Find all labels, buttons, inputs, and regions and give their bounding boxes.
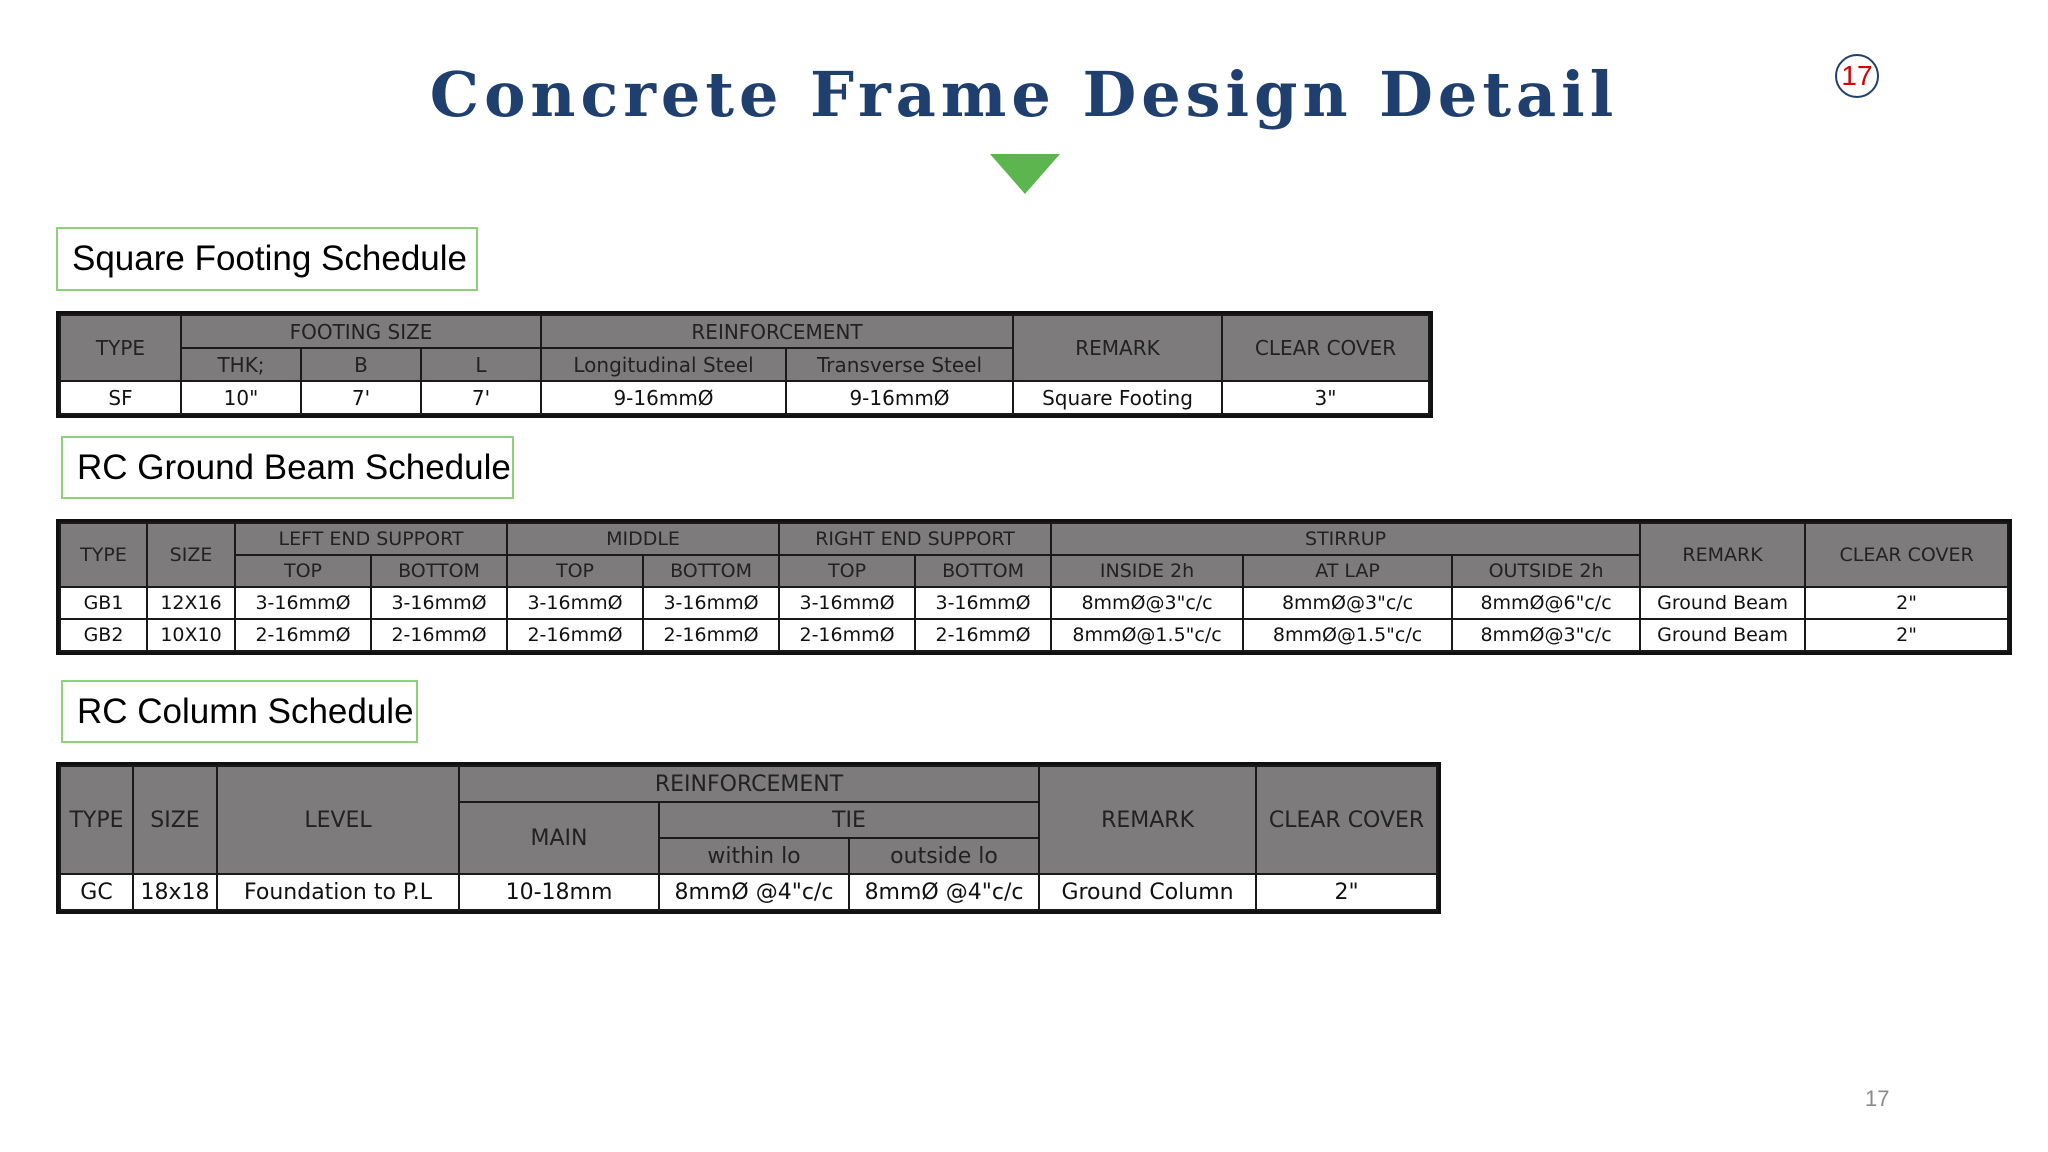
footing-schedule-table — [59, 314, 1430, 415]
cell-type: GB1 — [60, 587, 147, 619]
cell-left-top: 3-16mmØ — [235, 587, 371, 619]
col-header-remark: REMARK — [1039, 766, 1256, 874]
col-header-outside-lo: outside lo — [849, 838, 1039, 874]
col-header-right-bottom: BOTTOM — [915, 555, 1051, 587]
cell-outside-2h: 8mmØ@6"c/c — [1452, 587, 1640, 619]
col-header-tie: TIE — [659, 802, 1039, 838]
cell-remark: Ground Beam — [1640, 619, 1805, 651]
col-header-size: SIZE — [147, 523, 235, 587]
column-schedule-label: RC Column Schedule — [61, 680, 418, 743]
col-header-type: TYPE — [60, 523, 147, 587]
cell-right-bottom: 3-16mmØ — [915, 587, 1051, 619]
table-header-row — [60, 766, 1437, 802]
col-header-b: B — [301, 348, 421, 381]
cell-mid-bottom: 3-16mmØ — [643, 587, 779, 619]
col-header-reinforcement: REINFORCEMENT — [459, 766, 1039, 802]
down-triangle-icon — [990, 154, 1060, 194]
col-header-remark: REMARK — [1640, 523, 1805, 587]
column-schedule-table — [59, 765, 1438, 911]
cell-right-bottom: 2-16mmØ — [915, 619, 1051, 651]
col-header-within-lo: within lo — [659, 838, 849, 874]
page-number: 17 — [1865, 1086, 1890, 1111]
col-header-outside-2h: OUTSIDE 2h — [1452, 555, 1640, 587]
col-header-at-lap: AT LAP — [1243, 555, 1452, 587]
beam-schedule-label: RC Ground Beam Schedule — [61, 436, 514, 499]
cell-type: SF — [60, 381, 181, 414]
cell-longitudinal: 9-16mmØ — [541, 381, 786, 414]
col-header-mid-bottom: BOTTOM — [643, 555, 779, 587]
page-title: Concrete Frame Design Detail — [429, 58, 1619, 131]
col-header-remark: REMARK — [1013, 315, 1222, 381]
cell-type: GC — [60, 874, 133, 910]
table-header-row — [60, 315, 1429, 348]
cell-b: 7' — [301, 381, 421, 414]
col-header-level: LEVEL — [217, 766, 459, 874]
cell-size: 10X10 — [147, 619, 235, 651]
col-header-clear-cover: CLEAR COVER — [1805, 523, 2008, 587]
cell-type: GB2 — [60, 619, 147, 651]
col-header-clear-cover: CLEAR COVER — [1256, 766, 1437, 874]
cell-at-lap: 8mmØ@1.5"c/c — [1243, 619, 1452, 651]
col-header-right-top: TOP — [779, 555, 915, 587]
cell-within-lo: 8mmØ @4"c/c — [659, 874, 849, 910]
cell-thk: 10" — [181, 381, 301, 414]
cell-outside-lo: 8mmØ @4"c/c — [849, 874, 1039, 910]
table-row — [60, 587, 2008, 619]
cell-right-top: 2-16mmØ — [779, 619, 915, 651]
cell-main: 10-18mm — [459, 874, 659, 910]
col-header-thk: THK; — [181, 348, 301, 381]
cell-inside-2h: 8mmØ@1.5"c/c — [1051, 619, 1243, 651]
cell-left-top: 2-16mmØ — [235, 619, 371, 651]
col-header-middle: MIDDLE — [507, 523, 779, 555]
cell-at-lap: 8mmØ@3"c/c — [1243, 587, 1452, 619]
col-header-size: SIZE — [133, 766, 217, 874]
table-row — [60, 381, 1429, 414]
cell-clear-cover: 2" — [1805, 619, 2008, 651]
cell-remark: Square Footing — [1013, 381, 1222, 414]
col-header-footing-size: FOOTING SIZE — [181, 315, 541, 348]
cell-clear-cover: 2" — [1805, 587, 2008, 619]
col-header-left-top: TOP — [235, 555, 371, 587]
cell-inside-2h: 8mmØ@3"c/c — [1051, 587, 1243, 619]
col-header-longitudinal: Longitudinal Steel — [541, 348, 786, 381]
cell-size: 12X16 — [147, 587, 235, 619]
cell-mid-bottom: 2-16mmØ — [643, 619, 779, 651]
page-badge: 17 — [1835, 54, 1879, 98]
table-header-row — [60, 523, 2008, 555]
col-header-left-bottom: BOTTOM — [371, 555, 507, 587]
table-row — [60, 619, 2008, 651]
cell-remark: Ground Beam — [1640, 587, 1805, 619]
col-header-transverse: Transverse Steel — [786, 348, 1013, 381]
col-header-clear-cover: CLEAR COVER — [1222, 315, 1429, 381]
col-header-type: TYPE — [60, 315, 181, 381]
col-header-inside-2h: INSIDE 2h — [1051, 555, 1243, 587]
cell-transverse: 9-16mmØ — [786, 381, 1013, 414]
cell-left-bottom: 3-16mmØ — [371, 587, 507, 619]
col-header-type: TYPE — [60, 766, 133, 874]
cell-mid-top: 3-16mmØ — [507, 587, 643, 619]
col-header-l: L — [421, 348, 541, 381]
cell-left-bottom: 2-16mmØ — [371, 619, 507, 651]
cell-clear-cover: 2" — [1256, 874, 1437, 910]
col-header-stirrup: STIRRUP — [1051, 523, 1640, 555]
col-header-reinforcement: REINFORCEMENT — [541, 315, 1013, 348]
cell-mid-top: 2-16mmØ — [507, 619, 643, 651]
table-row — [60, 874, 1437, 910]
footing-schedule-label: Square Footing Schedule — [56, 227, 478, 291]
cell-outside-2h: 8mmØ@3"c/c — [1452, 619, 1640, 651]
cell-remark: Ground Column — [1039, 874, 1256, 910]
cell-right-top: 3-16mmØ — [779, 587, 915, 619]
col-header-main: MAIN — [459, 802, 659, 874]
col-header-mid-top: TOP — [507, 555, 643, 587]
cell-l: 7' — [421, 381, 541, 414]
cell-level: Foundation to P.L — [217, 874, 459, 910]
col-header-left-end-support: LEFT END SUPPORT — [235, 523, 507, 555]
col-header-right-end-support: RIGHT END SUPPORT — [779, 523, 1051, 555]
cell-clear-cover: 3" — [1222, 381, 1429, 414]
cell-size: 18x18 — [133, 874, 217, 910]
beam-schedule-table — [59, 522, 2009, 652]
